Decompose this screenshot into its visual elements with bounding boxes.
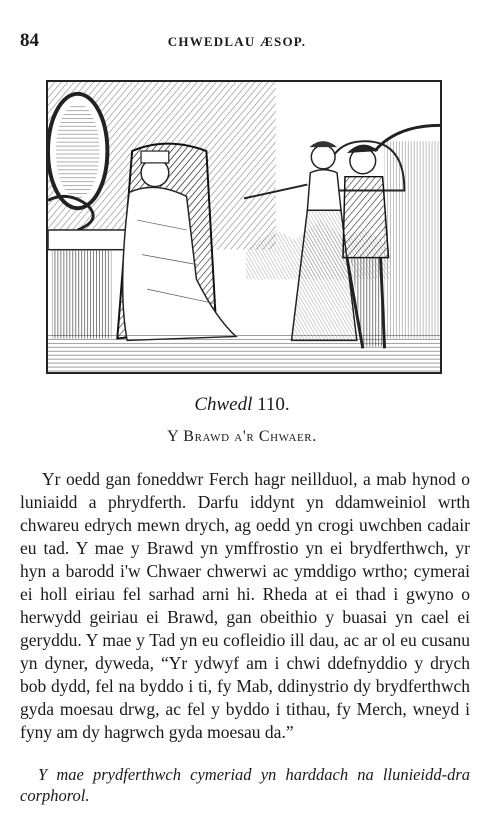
fable-number-word: Chwedl — [194, 394, 253, 415]
page-header — [20, 30, 454, 52]
fable-number — [0, 394, 484, 416]
fable-number-value: 110. — [257, 394, 290, 415]
page-number: 84 — [20, 30, 39, 51]
fable-body: Yr oedd gan foneddwr Ferch hagr neillduol, a mab hynod o luniaidd a phrydferth. Darfu iddynt yn ddamweiniol wrth chwareu edrych mewn drych, ag oedd yn crogi uwchben cadair eu tad. Y mae y Brawd yn ymffrostio yn ei brydferthwch, yr hyn a barodd i'w Chwaer chwerwi ac ymddigo wrtho; cymerai ei holl eiriau fel sarhad arni hi. Rheda at ei thad i gwyno o herwydd geiriau ei Brawd, gan obeithio y buasai yn cael ei geryddu. Y mae y Tad yn eu cofleidio ill dau, ac ar ol eu cusanu yn dyner, dyweda, “Yr ydwyf am i chwi ddefnyddio y drych bob dydd, fel na byddo i ti, fy Mab, ddinystrio dy brydferthwch gyda moesau drwg, ac fel y byddo i tithau, fy Merch, wneyd i fyny am dy hagrwch gyda moesau da.” — [20, 469, 470, 742]
engraving-icon — [48, 82, 440, 372]
running-head: CHWEDLAU ÆSOP. — [167, 34, 307, 49]
fable-moral: Y mae prydferthwch cymeriad yn harddach na llunieidd-dra corphorol. — [20, 765, 470, 805]
fable-title: Y Brawd a'r Chwaer. — [167, 428, 317, 445]
fable-illustration — [46, 80, 442, 374]
